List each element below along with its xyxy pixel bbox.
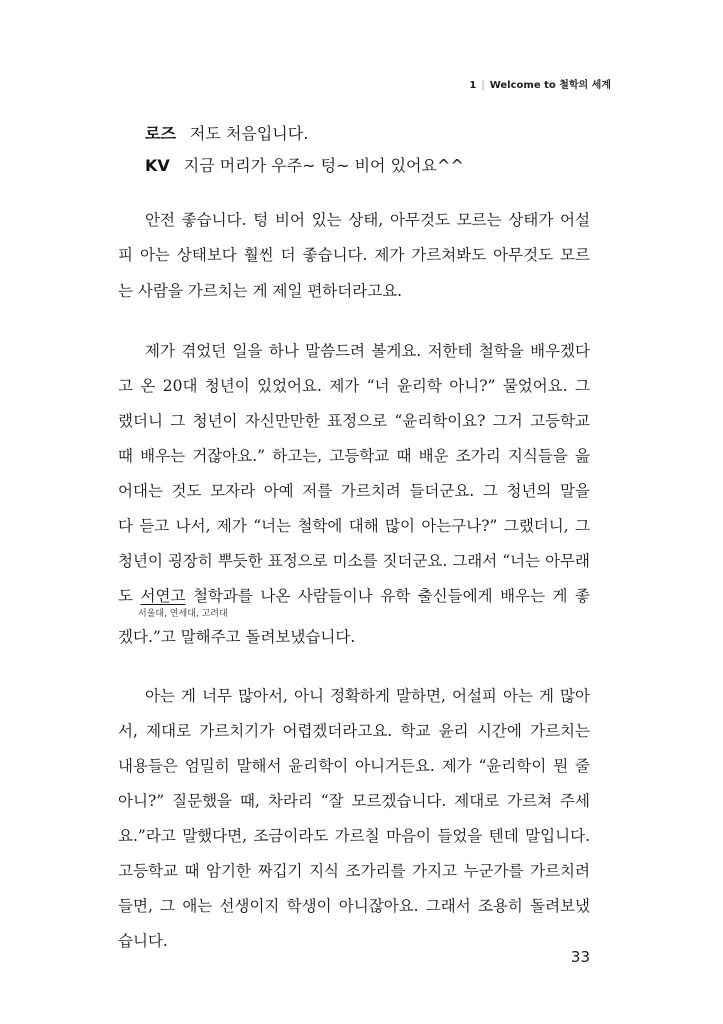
speaker-name: 로즈 <box>145 124 176 143</box>
paragraph-2-line-annotated <box>118 586 590 606</box>
chapter-number: 1 <box>469 80 477 91</box>
annotated-term: 서연고 <box>140 587 186 605</box>
paragraph-2-line: 어대는 것도 모자라 아예 저를 가르치려 들더군요. 그 청년의 말을 <box>118 482 590 500</box>
line-text: 철학과를 나온 사람들이나 유학 출신들에게 배우는 게 좋 <box>185 587 590 605</box>
running-header <box>469 76 611 91</box>
paragraph-3-line: 들면, 그 애는 선생이지 학생이 아니잖아요. 그래서 조용히 돌려보냈 <box>118 897 590 915</box>
paragraph-3-line: 습니다. <box>118 932 168 950</box>
paragraph-3-line: 아니?” 질문했을 때, 차라리 “잘 모르겠습니다. 제대로 가르쳐 주세 <box>118 792 590 810</box>
paragraph-2-line: 겠다.”고 말해주고 돌려보냈습니다. <box>118 628 356 646</box>
dialog-text: 지금 머리가 우주~ 텅~ 비어 있어요^^ <box>183 156 464 175</box>
paragraph-3-line: 고등학교 때 암기한 짜깁기 지식 조가리를 가지고 누군가를 가르치려 <box>118 862 590 880</box>
gloss-annotation: 서울대, 연세대, 고려대 <box>138 609 228 619</box>
paragraph-2-line: 고 온 20대 청년이 있었어요. 제가 “너 윤리학 아니?” 물었어요. 그 <box>118 377 590 395</box>
paragraph-1-line: 피 아는 상태보다 훨씬 더 좋습니다. 제가 가르쳐봐도 아무것도 모르 <box>118 246 590 264</box>
paragraph-3-line: 요.”라고 말했다면, 조금이라도 가르칠 마음이 들었을 텐데 말입니다. <box>118 827 590 845</box>
chapter-title: Welcome to 철학의 세계 <box>489 80 611 91</box>
paragraph-1-line: 는 사람을 가르치는 게 제일 편하더라고요. <box>118 282 403 300</box>
line-text: 도 <box>118 587 141 605</box>
paragraph-2-line: 때 배우는 거잖아요.” 하고는, 고등학교 때 배운 조가리 지식들을 읊 <box>118 447 590 465</box>
paragraph-1-line: 안전 좋습니다. 텅 비어 있는 상태, 아무것도 모르는 상태가 어설 <box>145 211 590 229</box>
dialog-text: 저도 처음입니다. <box>189 124 309 143</box>
dialog-line-kv <box>145 156 464 176</box>
paragraph-3-line: 아는 게 너무 많아서, 아니 정확하게 말하면, 어설피 아는 게 많아 <box>145 687 590 705</box>
paragraph-3-line: 서, 제대로 가르치기가 어렵겠더라고요. 학교 윤리 시간에 가르치는 <box>118 722 590 740</box>
speaker-name: KV <box>145 156 170 175</box>
paragraph-3-line: 내용들은 엄밀히 말해서 윤리학이 아니거든요. 제가 “윤리학이 뭔 줄 <box>118 757 590 775</box>
paragraph-2-line: 제가 겪었던 일을 하나 말씀드려 볼게요. 저한테 철학을 배우겠다 <box>145 342 590 360</box>
paragraph-2-line: 랬더니 그 청년이 자신만만한 표정으로 “윤리학이요? 그거 고등학교 <box>118 412 590 430</box>
paragraph-2-line: 청년이 굉장히 뿌듯한 표정으로 미소를 짓더군요. 그래서 “너는 아무래 <box>118 552 590 570</box>
header-separator: | <box>481 80 485 91</box>
dialog-line-rose <box>145 124 308 144</box>
page-number: 33 <box>570 948 590 966</box>
paragraph-2-line: 다 듣고 나서, 제가 “너는 철학에 대해 많이 아는구나?” 그랬더니, 그 <box>118 517 590 535</box>
